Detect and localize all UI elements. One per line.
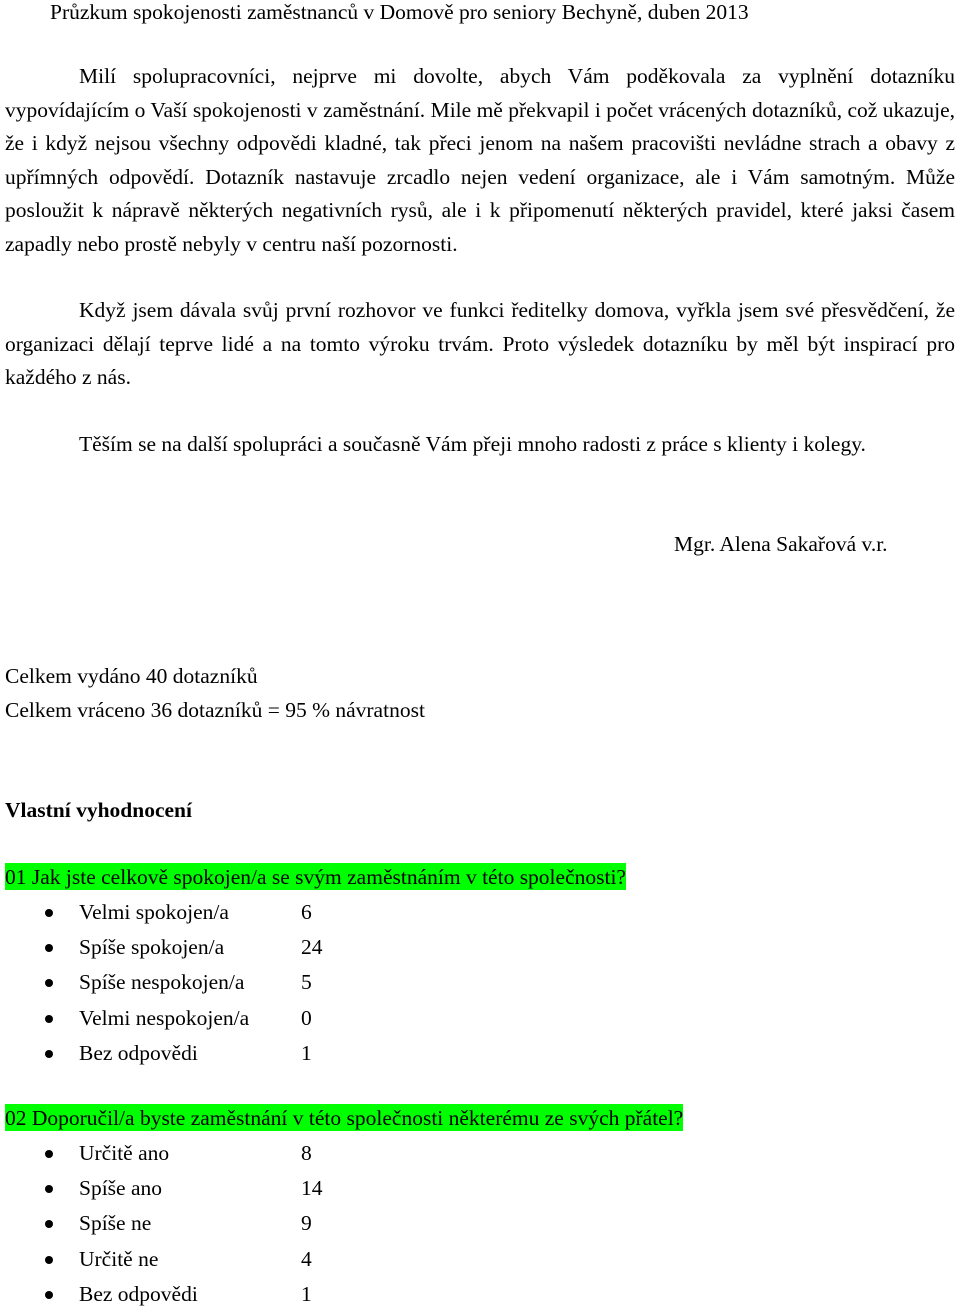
answer-label: Velmi spokojen/a xyxy=(79,900,229,924)
bullet-icon xyxy=(45,1150,53,1158)
bullet-icon xyxy=(45,1015,53,1023)
answer-label: Spíše spokojen/a xyxy=(79,935,225,960)
question-1-text: 01 Jak jste celkově spokojen/a se svým zaměstnáním v této společnosti? xyxy=(5,865,626,889)
answer-count: 0 xyxy=(301,1005,312,1030)
question-1 xyxy=(5,864,626,890)
answer-count: 6 xyxy=(301,900,312,924)
answer-count: 24 xyxy=(301,935,323,960)
bullet-icon xyxy=(45,1050,53,1058)
stat-returned: Celkem vráceno 36 dotazníků = 95 % návratnost xyxy=(5,698,425,722)
answer-label: Určitě ne xyxy=(79,1246,159,1271)
signature: Mgr. Alena Sakařová v.r. xyxy=(674,532,888,556)
bullet-icon xyxy=(45,944,53,952)
answer-count: 8 xyxy=(301,1141,312,1165)
bullet-icon xyxy=(45,1185,53,1193)
answer-label: Spíše nespokojen/a xyxy=(79,970,245,995)
answer-label: Bez odpovědi xyxy=(79,1281,198,1306)
answer-count: 5 xyxy=(301,970,312,995)
evaluation-heading: Vlastní vyhodnocení xyxy=(5,798,192,822)
answer-count: 4 xyxy=(301,1246,312,1271)
answer-label: Spíše ano xyxy=(79,1176,163,1201)
bullet-icon xyxy=(45,909,53,917)
question-2 xyxy=(5,1105,683,1131)
document-title: Průzkum spokojenosti zaměstnanců v Domově pro seniory Bechyně, duben 2013 xyxy=(50,0,749,24)
letter-paragraph: Milí spolupracovníci, nejprve mi dovolte, abych Vám poděkovala za vyplnění dotazníku vypovídajícím o Vaší spokojenosti v zaměstnání. Mile mě překvapil i počet vrácených dotazníků, což ukazuje, že i když nejsou všechny odpovědi kladné, tak přeci jenom na našem pracovišti nevládne strach a obavy z upřímných odpovědí. Dotazník nastavuje zrcadlo nejen vedení organizace, ale i Vám samotným. Může posloužit k nápravě některých negativních rysů, ale i k připomenutí některých pravidel, které jaksi časem zapadly nebo prostě nebyly v centru naší pozornosti. xyxy=(5,64,955,256)
answer-count: 1 xyxy=(301,1281,312,1306)
answer-count: 9 xyxy=(301,1211,312,1236)
question-2-text: 02 Doporučil/a byste zaměstnání v této společnosti některému ze svých přátel? xyxy=(5,1106,684,1130)
bullet-icon xyxy=(45,1220,53,1228)
bullet-icon xyxy=(45,979,53,987)
answer-label: Velmi nespokojen/a xyxy=(79,1005,250,1030)
answer-count: 14 xyxy=(301,1176,323,1201)
letter-paragraph: Když jsem dávala svůj první rozhovor ve funkci ředitelky domova, vyřkla jsem své přesvědčení, že organizaci dělají teprve lidé a na tomto výroku trvám. Proto výsledek dotazníku by měl být inspirací pro každého z nás. xyxy=(5,298,955,389)
letter-paragraph: Těším se na další spolupráci a současně Vám přeji mnoho radosti z práce s klienty i kolegy. xyxy=(79,432,866,456)
answer-label: Spíše ne xyxy=(79,1211,152,1236)
answer-label: Bez odpovědi xyxy=(79,1040,198,1065)
bullet-icon xyxy=(45,1291,53,1299)
bullet-icon xyxy=(45,1256,53,1264)
answer-label: Určitě ano xyxy=(79,1141,170,1165)
answer-count: 1 xyxy=(301,1040,312,1065)
stat-issued: Celkem vydáno 40 dotazníků xyxy=(5,664,258,688)
